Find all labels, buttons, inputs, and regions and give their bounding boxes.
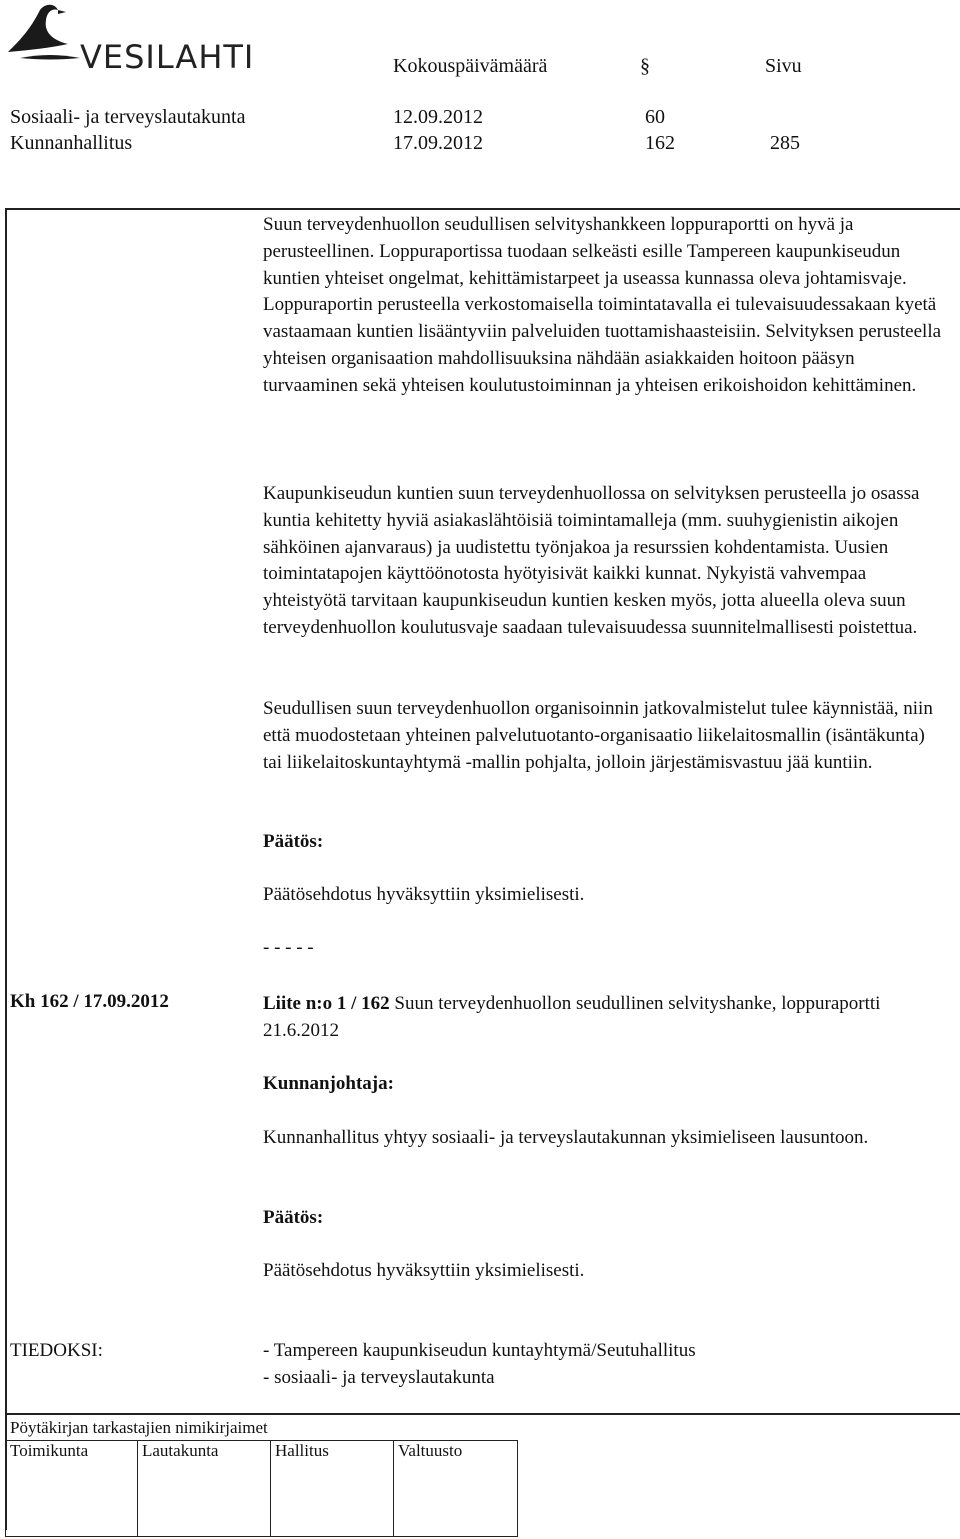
paragraph-3: Seudullisen suun terveydenhuollon organisoinnin jatkovalmistelut tulee käynnistää, niin että muodostetaan yhteinen palvelutuotanto-organisaatio liikelaitosmallin (isäntäkunta) tai liikelaitoskuntayhtymä -mallin pohjalta, jolloin järjestämisvastuu jää kuntiin.: [263, 698, 933, 773]
signature-cell-valtuusto: Valtuusto: [394, 1441, 518, 1537]
page-number: 285: [770, 132, 800, 154]
signature-cell-lautakunta: Lautakunta: [138, 1441, 271, 1537]
brand-name: VESILAHTI: [80, 38, 255, 76]
signature-cell-hallitus: Hallitus: [271, 1441, 394, 1537]
section-number: 60: [645, 106, 665, 128]
body-name: Kunnanhallitus: [10, 132, 133, 154]
frame-bottom-rule: [5, 1413, 960, 1415]
frame-left-rule: [5, 208, 7, 1530]
signature-title: Pöytäkirjan tarkastajien nimikirjaimet: [10, 1418, 268, 1437]
recipient-item: - sosiaali- ja terveyslautakunta: [263, 1367, 495, 1388]
attachment-title: Suun terveydenhuollon seudullinen selvityshanke, loppuraportti 21.6.2012: [263, 993, 881, 1041]
decision-text: Päätösehdotus hyväksyttiin yksimielisesti.: [263, 884, 585, 905]
section-number: 162: [645, 132, 675, 154]
attachment-line: [263, 991, 947, 1045]
decision-heading: Päätös:: [263, 831, 324, 852]
paragraph-1: Suun terveydenhuollon seudullisen selvityshankkeen loppuraportti on hyvä ja perusteellinen. Loppuraportissa tuodaan selkeästi esille Tampereen kaupunkiseudun kuntien yhteiset ongelmat, kehittämistarpeet ja useassa kunnassa oleva johtamisvaje. Loppuraportin perusteella verkostomaisella toimintatavalla ei tulevaisuudessakaan kyetä vastaamaan kuntien lisääntyviin palveluiden tuottamishaasteisiin. Selvityksen perusteella yhteisen organisaation mahdollisuuksina nähdään asiakkaiden hoitoon pääsyn turvaaminen sekä yhteisen koulutustoiminnan ja yhteisen erikoishoidon kehittäminen.: [263, 214, 942, 396]
kh-decision-heading: Päätös:: [263, 1207, 324, 1228]
kh-section-label: Kh 162 / 17.09.2012: [10, 991, 169, 1012]
frame-top-rule: [5, 208, 960, 210]
date-label: Kokouspäivämäärä: [393, 55, 548, 77]
meeting-date: 17.09.2012: [393, 132, 483, 154]
signature-table: [5, 1440, 518, 1537]
page-label: Sivu: [765, 55, 802, 77]
signature-cell-toimikunta: Toimikunta: [6, 1441, 138, 1537]
body-name: Sosiaali- ja terveyslautakunta: [10, 106, 246, 128]
vesilahti-logo: [0, 0, 260, 80]
attachment-number: Liite n:o 1 / 162: [263, 993, 390, 1014]
meeting-date: 12.09.2012: [393, 106, 483, 128]
separator: - - - - -: [263, 937, 314, 958]
recipient-item: - Tampereen kaupunkiseudun kuntayhtymä/Seutuhallitus: [263, 1340, 696, 1361]
section-symbol: §: [640, 55, 650, 77]
kh-decision-text: Päätösehdotus hyväksyttiin yksimielisesti.: [263, 1260, 585, 1281]
paragraph-2: Kaupunkiseudun kuntien suun terveydenhuollossa on selvityksen perusteella jo osassa kuntia kehitetty hyviä asiakaslähtöisiä toimintamalleja (mm. suuhygienistin aikojen sähköinen ajanvaraus) ja uudistettu työnjakoa ja resurssien kohdentamista. Uusien toimintatapojen käyttöönotosta hyötyisivät kaikki kunnat. Nykyistä vahvempaa yhteistyötä tarvitaan kaupunkiseudun kuntien kesken myös, jotta alueella oleva suun terveydenhuollon koulutusvaje saadaan tulevaisuudessa suunnitelmallisesti poistettua.: [263, 483, 920, 638]
manager-text: Kunnanhallitus yhtyy sosiaali- ja terveyslautakunnan yksimieliseen lausuntoon.: [263, 1127, 869, 1148]
swan-icon: [0, 0, 90, 70]
tiedoksi-label: TIEDOKSI:: [10, 1340, 103, 1361]
manager-heading: Kunnanjohtaja:: [263, 1073, 394, 1094]
